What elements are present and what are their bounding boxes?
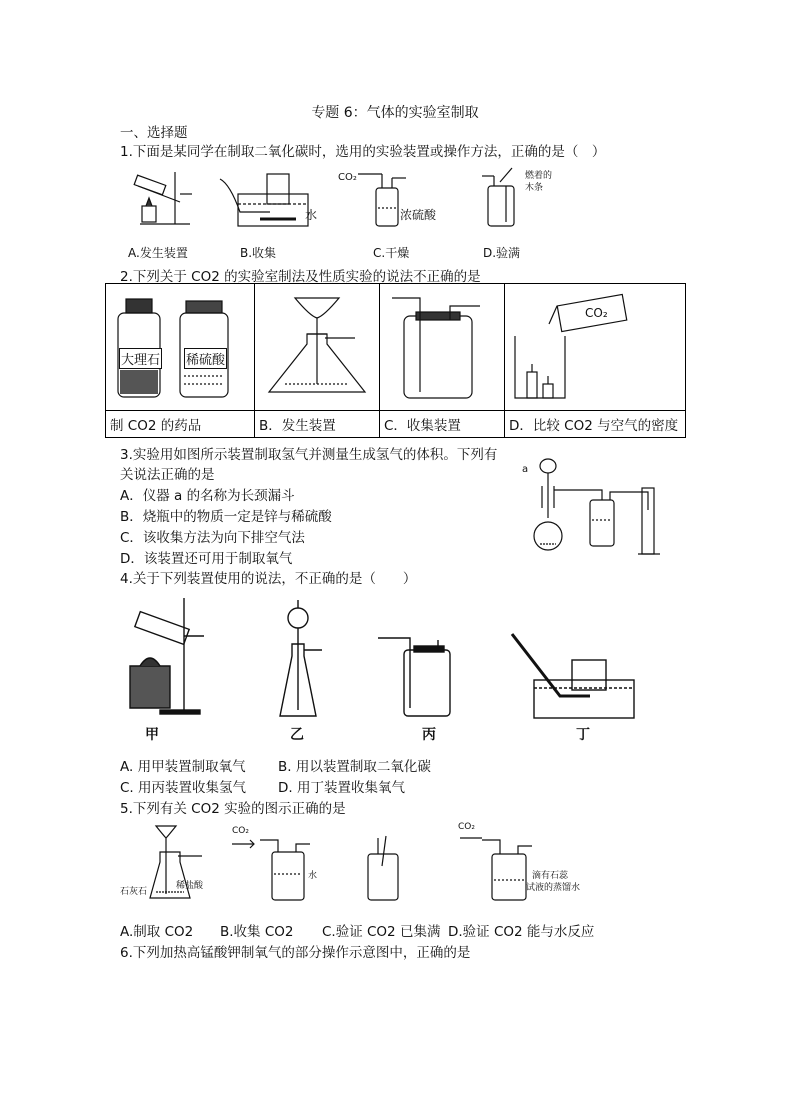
q4-option-c: C. 用丙装置收集氢气 xyxy=(120,780,247,796)
q2-caption-a: 制 CO2 的药品 xyxy=(106,411,255,438)
q2-label-co2: CO₂ xyxy=(585,306,608,320)
q2-cell-generator-image xyxy=(255,284,380,411)
q1-caption-c: C.干燥 xyxy=(373,246,410,260)
q4-option-b: B. 用以装置制取二氧化碳 xyxy=(278,759,431,775)
q2-cell-density-image xyxy=(505,284,686,411)
q4-option-a: A. 用甲装置制取氧气 xyxy=(120,759,246,775)
q1-a-heating-apparatus xyxy=(134,172,192,224)
q4-bing-apparatus xyxy=(378,638,450,716)
q1-caption-a: A.发生装置 xyxy=(128,246,188,260)
q1-label-stick-1: 燃着的 xyxy=(525,171,553,181)
q5-label-co2-d: CO₂ xyxy=(458,822,475,832)
q1-caption-d: D.验满 xyxy=(483,246,521,260)
section-heading: 一、选择题 xyxy=(120,125,188,141)
question-2-table xyxy=(105,283,686,438)
q1-label-acid: 浓硫酸 xyxy=(400,208,437,222)
q4-option-d: D. 用丁装置收集氧气 xyxy=(278,780,405,796)
q5-d-bottle xyxy=(460,838,532,900)
q5-label-litmus-1: 滴有石蕊 xyxy=(532,871,569,881)
q2-cell-drugs-image xyxy=(106,284,255,411)
q1-b-water-trough xyxy=(220,174,308,226)
q3-option-a: A．仪器 a 的名称为长颈漏斗 xyxy=(120,488,295,504)
q1-d-gas-bottle xyxy=(482,168,514,226)
q1-caption-b: B.收集 xyxy=(240,246,277,260)
q1-label-stick-2: 木条 xyxy=(525,183,544,193)
q1-c-drying-bottle xyxy=(358,174,406,226)
q4-jia-apparatus xyxy=(130,598,204,714)
q2-label-dilute-acid: 稀硫酸 xyxy=(184,348,227,369)
q5-c-bottle xyxy=(368,836,398,900)
q5-option-a: A.制取 CO2 xyxy=(120,924,194,940)
question-3-stem-line1: 3.实验用如图所示装置制取氢气并测量生成氢气的体积。下列有 xyxy=(120,447,498,463)
q5-label-hcl: 稀盐酸 xyxy=(176,881,204,891)
q2-cell-collector-image xyxy=(380,284,505,411)
question-2-stem: 2.下列关于 CO2 的实验室制法及性质实验的说法不正确的是 xyxy=(120,269,481,285)
q5-label-co2-b: CO₂ xyxy=(232,826,249,836)
q4-ding-apparatus xyxy=(512,634,634,718)
q2-label-marble: 大理石 xyxy=(119,348,162,369)
q2-caption-c: C．收集装置 xyxy=(380,411,505,438)
q3-option-c: C．该收集方法为向下排空气法 xyxy=(120,530,305,546)
question-1-stem: 1.下面是某同学在制取二氧化碳时，选用的实验装置或操作方法，正确的是（ ） xyxy=(120,144,606,160)
q5-b-collector xyxy=(232,840,310,900)
q5-option-b: B.收集 CO2 xyxy=(220,924,294,940)
q4-label-bing: 丙 xyxy=(422,727,436,743)
q3-option-b: B．烧瓶中的物质一定是锌与稀硫酸 xyxy=(120,509,332,525)
question-5-stem: 5.下列有关 CO2 实验的图示正确的是 xyxy=(120,801,346,817)
q5-label-litmus-2: 试液的蒸馏水 xyxy=(526,883,581,893)
q5-option-d: D.验证 CO2 能与水反应 xyxy=(448,924,595,940)
q4-label-yi: 乙 xyxy=(290,727,304,743)
q5-label-water: 水 xyxy=(308,871,318,881)
question-3-stem-line2: 关说法正确的是 xyxy=(120,467,215,483)
q1-label-water: 水 xyxy=(305,208,318,222)
question-4-figure xyxy=(120,592,640,743)
question-4-stem: 4.关于下列装置使用的说法，不正确的是（ ） xyxy=(120,571,417,587)
page-title: 专题 6：气体的实验室制取 xyxy=(311,105,479,121)
q1-label-co2: CO₂ xyxy=(338,172,357,183)
question-1-figure xyxy=(120,164,590,244)
q3-option-d: D．该装置还可用于制取氧气 xyxy=(120,551,293,567)
q4-label-ding: 丁 xyxy=(576,727,590,743)
question-3-figure xyxy=(520,448,670,558)
q5-option-c: C.验证 CO2 已集满 xyxy=(322,924,441,940)
q4-label-jia: 甲 xyxy=(145,727,159,743)
q5-label-limestone: 石灰石 xyxy=(120,887,148,897)
question-5-figure xyxy=(120,818,590,908)
q3-figure-label-a: a xyxy=(522,464,529,475)
q2-caption-d: D．比较 CO2 与空气的密度 xyxy=(505,411,686,438)
question-6-stem: 6.下列加热高锰酸钾制氧气的部分操作示意图中，正确的是 xyxy=(120,945,471,961)
q4-yi-apparatus xyxy=(280,600,322,716)
q2-caption-b: B．发生装置 xyxy=(255,411,380,438)
